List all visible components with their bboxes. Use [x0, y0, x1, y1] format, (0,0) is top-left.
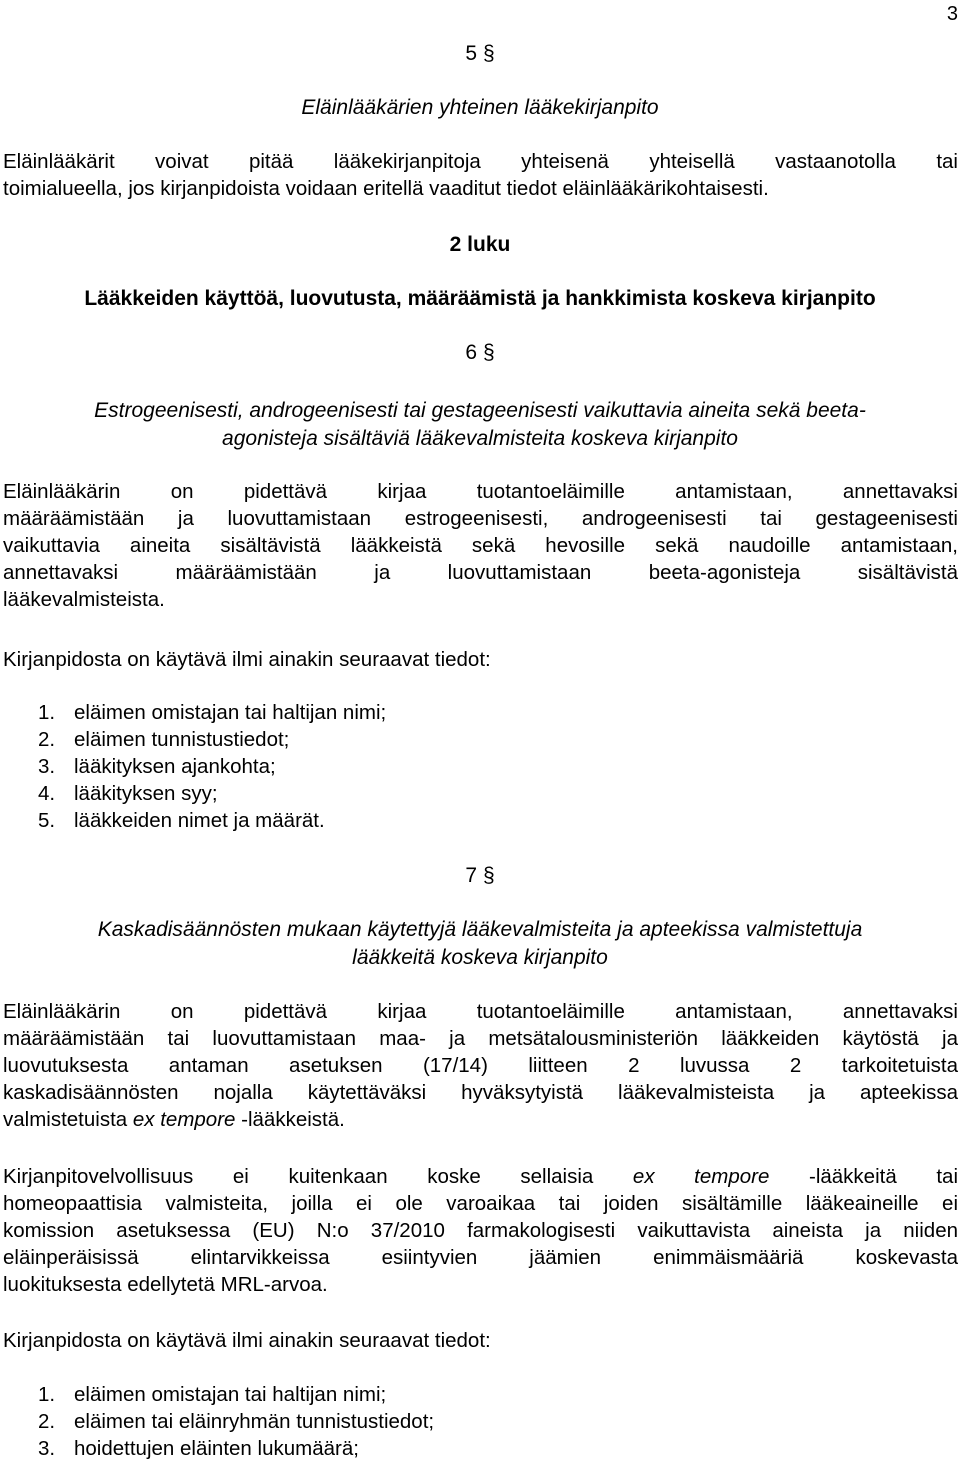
- paragraph-line: [3, 1163, 958, 1190]
- list-number: 2.: [38, 728, 56, 751]
- section-7-paragraph-1: [3, 998, 958, 1133]
- page-number: 3: [946, 3, 958, 25]
- list-number: 3.: [38, 755, 56, 778]
- section-7-title: [0, 916, 960, 972]
- text-run: Kirjanpitovelvollisuus ei kuitenkaan koske sellaisia: [3, 1165, 633, 1188]
- list-text: lääkityksen syy;: [74, 782, 218, 805]
- text-run: valmistetuista: [3, 1108, 133, 1131]
- text-run: -lääkkeitä tai: [769, 1165, 958, 1188]
- paragraph-line: toimialueella, jos kirjanpidoista voidaan eritellä vaaditut tiedot eläinlääkärikohtaisesti.: [3, 177, 769, 200]
- list-item: [38, 1435, 434, 1462]
- section-6-list: [38, 699, 386, 834]
- list-text: lääkkeiden nimet ja määrät.: [74, 809, 325, 832]
- section-6-title: [0, 397, 960, 453]
- paragraph-line: lääkevalmisteista.: [3, 588, 165, 611]
- paragraph-line: määräämistään ja luovuttamistaan estrogeenisesti, androgeenisesti tai gestageenisesti: [3, 507, 958, 530]
- section-7-list-intro: Kirjanpidosta on käytävä ilmi ainakin seuraavat tiedot:: [3, 1329, 491, 1352]
- list-item: [38, 753, 386, 780]
- paragraph-line: komission asetuksessa (EU) N:o 37/2010 farmakologisesti vaikuttavista aineista ja niiden: [3, 1219, 958, 1242]
- paragraph-line: luokituksesta edellytetä MRL-arvoa.: [3, 1273, 328, 1296]
- text-run: -lääkkeistä.: [235, 1108, 345, 1131]
- list-text: hoidettujen eläinten lukumäärä;: [74, 1437, 359, 1460]
- chapter-title: Lääkkeiden käyttöä, luovutusta, määräämistä ja hankkimista koskeva kirjanpito: [84, 287, 876, 310]
- list-item: [38, 726, 386, 753]
- paragraph-line: vaikuttavia aineita sisältävistä lääkkeistä sekä hevosille sekä naudoille antamistaan,: [3, 534, 958, 557]
- title-line: agonisteja sisältäviä lääkevalmisteita koskeva kirjanpito: [222, 427, 738, 450]
- paragraph-line: annettavaksi määräämistään ja luovuttamistaan beeta-agonisteja sisältävistä: [3, 561, 958, 584]
- paragraph-line: homeopaattisia valmisteita, joilla ei ole varoaikaa tai joiden sisältämille lääkeaineille ei: [3, 1192, 958, 1215]
- title-line: lääkkeitä koskeva kirjanpito: [352, 946, 608, 969]
- italic-term: ex tempore: [632, 1165, 770, 1188]
- section-7-paragraph-2: [3, 1163, 958, 1298]
- list-number: 2.: [38, 1410, 56, 1433]
- section-number: 7: [465, 864, 477, 887]
- title-line: Kaskadisäännösten mukaan käytettyjä lääkevalmisteita ja apteekissa valmistettuja: [97, 918, 863, 941]
- section-6-list-intro: Kirjanpidosta on käytävä ilmi ainakin seuraavat tiedot:: [3, 648, 491, 671]
- list-text: lääkityksen ajankohta;: [74, 755, 276, 778]
- section-sign: §: [483, 42, 495, 65]
- section-sign: §: [483, 341, 495, 364]
- italic-term: ex tempore: [132, 1108, 236, 1131]
- section-5-heading: [0, 40, 960, 68]
- chapter-label: 2 luku: [449, 233, 511, 256]
- paragraph-line: [3, 1106, 958, 1133]
- section-6-paragraph: [3, 478, 958, 613]
- section-sign: §: [483, 864, 495, 887]
- list-number: 1.: [38, 701, 56, 724]
- list-number: 1.: [38, 1383, 56, 1406]
- list-item: [38, 1408, 434, 1435]
- list-item: [38, 1381, 434, 1408]
- paragraph-line: eläinperäisissä elintarvikkeissa esiintyvien jäämien enimmäismääriä koskevasta: [3, 1246, 958, 1269]
- list-text: eläimen tunnistustiedot;: [74, 728, 290, 751]
- list-item: [38, 807, 386, 834]
- title-line: Estrogeenisesti, androgeenisesti tai gestageenisesti vaikuttavia aineita sekä beeta-: [94, 399, 866, 422]
- section-7-heading: [0, 862, 960, 890]
- list-text: eläimen omistajan tai haltijan nimi;: [74, 701, 387, 724]
- section-number: 5: [465, 42, 477, 65]
- section-5-title: Eläinlääkärien yhteinen lääkekirjanpito: [301, 96, 659, 119]
- paragraph-line: luovutuksesta antaman asetuksen (17/14) liitteen 2 luvussa 2 tarkoitetuista: [3, 1054, 958, 1077]
- paragraph-line: Eläinlääkärin on pidettävä kirjaa tuotantoeläimille antamistaan, annettavaksi: [3, 480, 958, 503]
- section-5-paragraph: [3, 148, 958, 202]
- section-number: 6: [465, 341, 477, 364]
- paragraph-line: Eläinlääkärit voivat pitää lääkekirjanpitoja yhteisenä yhteisellä vastaanotolla tai: [3, 150, 958, 173]
- list-number: 4.: [38, 782, 56, 805]
- list-text: eläimen tai eläinryhmän tunnistustiedot;: [74, 1410, 435, 1433]
- list-number: 5.: [38, 809, 56, 832]
- paragraph-line: määräämistään tai luovuttamistaan maa- ja metsätalousministeriön lääkkeiden käytöstä ja: [3, 1027, 958, 1050]
- list-item: [38, 699, 386, 726]
- list-item: [38, 780, 386, 807]
- section-7-list: [38, 1381, 434, 1462]
- section-6-heading: [0, 339, 960, 367]
- paragraph-line: Eläinlääkärin on pidettävä kirjaa tuotantoeläimille antamistaan, annettavaksi: [3, 1000, 958, 1023]
- list-text: eläimen omistajan tai haltijan nimi;: [74, 1383, 387, 1406]
- paragraph-line: kaskadisäännösten nojalla käytettäväksi hyväksytyistä lääkevalmisteista ja apteekissa: [3, 1081, 958, 1104]
- list-number: 3.: [38, 1437, 56, 1460]
